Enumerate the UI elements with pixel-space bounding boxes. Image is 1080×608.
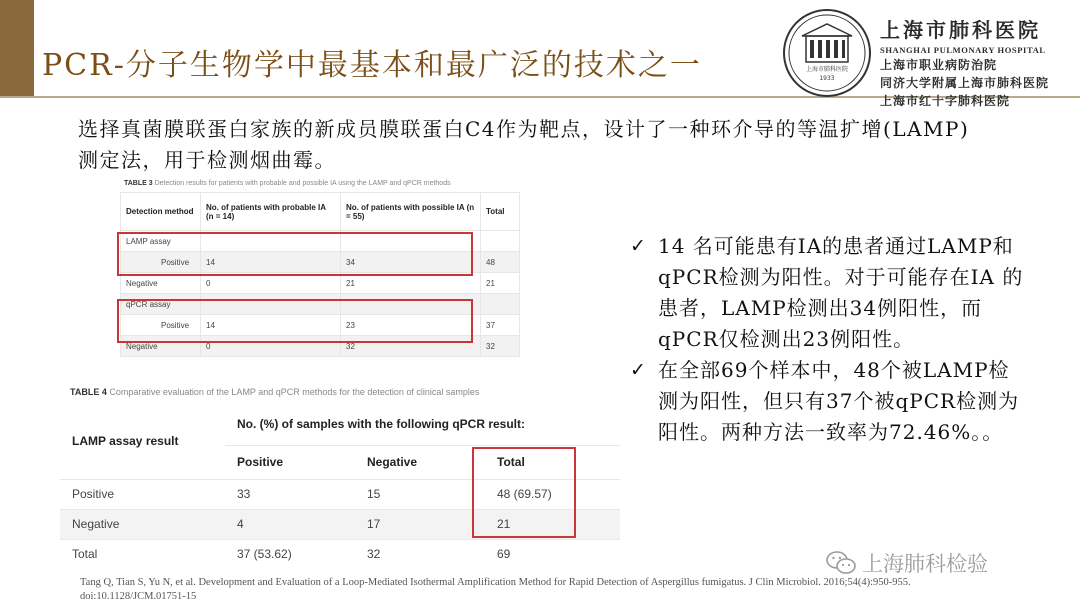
table4-label: TABLE 4 [70, 387, 107, 397]
table4-cell: Positive [60, 479, 225, 509]
table3-label: TABLE 3 [124, 180, 153, 187]
table4-cell: 15 [355, 479, 485, 509]
table3-cell: 21 [341, 273, 481, 294]
table-row [60, 539, 620, 569]
table3-caption-text: Detection results for patients with probable and possible IA using the LAMP and qPCR methods [154, 180, 451, 187]
table3-cell: 0 [201, 336, 341, 357]
table3-cell: Positive [121, 252, 201, 273]
table4-caption [70, 387, 479, 397]
table3-cell: Negative [121, 336, 201, 357]
wechat-icon [826, 550, 856, 576]
table3-header: Total [481, 193, 520, 231]
table4-cell: Negative [60, 509, 225, 539]
title-accent-bar [0, 0, 34, 97]
table4-cell: 17 [355, 509, 485, 539]
table3-header: Detection method [121, 193, 201, 231]
slide-title: PCR-分子生物学中最基本和最广泛的技术之一 [42, 48, 702, 83]
table4-cell: Total [60, 539, 225, 569]
list-item [630, 231, 1030, 355]
table3-cell: 34 [341, 252, 481, 273]
table3-cell [481, 231, 520, 252]
table3-cell: 23 [341, 315, 481, 336]
table3-cell: Negative [121, 273, 201, 294]
table3-header: No. of patients with probable IA (n = 14) [201, 193, 341, 231]
hospital-name-cn: 上海市肺科医院 [880, 18, 1041, 42]
hospital-alias-3: 上海市红十字肺科医院 [880, 94, 1011, 108]
watermark-text: 上海肺科检验 [862, 552, 988, 576]
highlight-box-lamp [117, 232, 473, 276]
table4-cell: 32 [355, 539, 485, 569]
highlight-box-qpcr [117, 299, 473, 343]
seal-year: 1933 [819, 75, 835, 82]
hospital-seal-logo [782, 8, 872, 98]
table4-cell: 21 [485, 509, 620, 539]
list-item [630, 355, 1030, 448]
table3-cell [481, 294, 520, 315]
table4-cell: 33 [225, 479, 355, 509]
table3-cell: LAMP assay [121, 231, 201, 252]
bullet-list [630, 231, 1030, 448]
table4-row-header: LAMP assay result [72, 433, 179, 448]
table4-caption-text: Comparative evaluation of the LAMP and qPCR methods for the detection of clinical samples [109, 387, 480, 397]
table3-cell: 21 [481, 273, 520, 294]
table3-cell: 37 [481, 315, 520, 336]
hospital-name-en: SHANGHAI PULMONARY HOSPITAL [880, 45, 1046, 55]
hospital-name-block [880, 14, 1070, 109]
bullet-text: 在全部69个样本中，48个被LAMP检测为阳性，但只有37个被qPCR检测为阳性。两种方法一致率为72.46%。。 [658, 358, 1020, 444]
checkmark-icon: ✓ [630, 235, 647, 257]
table4-cell: 69 [485, 539, 620, 569]
table3-header: No. of patients with possible IA (n = 55) [341, 193, 481, 231]
highlight-box-total [472, 447, 576, 538]
table4-cell: 4 [225, 509, 355, 539]
bullet-text: 14 名可能患有IA的患者通过LAMP和 qPCR检测为阳性。对于可能存在IA 的患者，LAMP检测出34例阳性，而qPCR仅检测出23例阳性。 [658, 234, 1024, 351]
hospital-alias-2: 同济大学附属上海市肺科医院 [880, 76, 1050, 90]
table3-cell: 0 [201, 273, 341, 294]
table4-group-header: No. (%) of samples with the following qPCR result: [237, 416, 526, 431]
table4-cell: 48 (69.57) [485, 479, 620, 509]
table4-column-header: Total [485, 445, 620, 479]
intro-paragraph: 选择真菌膜联蛋白家族的新成员膜联蛋白C4作为靶点，设计了一种环介导的等温扩增(LAMP)测定法，用于检测烟曲霉。 [78, 117, 970, 172]
watermark [826, 548, 988, 578]
table3-cell: 32 [481, 336, 520, 357]
table4-column-header: Positive [225, 445, 355, 479]
seal-text: 上海市肺科医院 [805, 66, 849, 73]
table3-cell: 48 [481, 252, 520, 273]
table3-caption [124, 180, 451, 187]
table3-cell: 32 [341, 336, 481, 357]
hospital-alias-1: 上海市职业病防治院 [880, 58, 998, 72]
table3-cell: 14 [201, 252, 341, 273]
table3-cell: qPCR assay [121, 294, 201, 315]
checkmark-icon: ✓ [630, 359, 647, 381]
reference-citation: Tang Q, Tian S, Yu N, et al. Development and Evaluation of a Loop-Mediated Isothermal Amplification Method for Rapid Detection of Aspergillus fumigatus. J Clin Microbiol. 2016;54(4):950-955. doi:10.1128/JCM.01751-15 [80, 577, 911, 602]
table4-column-header: Negative [355, 445, 485, 479]
table3-cell: Positive [121, 315, 201, 336]
table3-cell: 14 [201, 315, 341, 336]
table4-cell: 37 (53.62) [225, 539, 355, 569]
